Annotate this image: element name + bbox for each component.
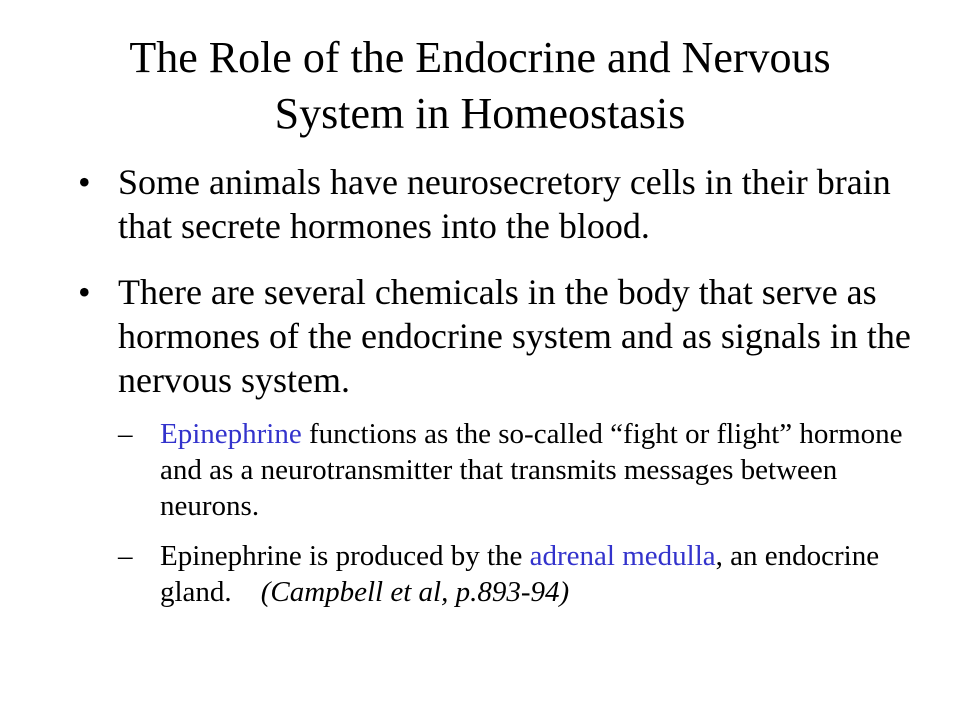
- highlighted-term: adrenal medulla: [529, 540, 716, 572]
- sub-bullet-list: [118, 416, 938, 610]
- bullet-text: There are several chemicals in the body that serve as hormones of the endocrine system and as signals in the nervous system.: [118, 272, 911, 400]
- slide-title: [60, 30, 900, 142]
- slide-title-line-1: The Role of the Endocrine and Nervous: [129, 33, 831, 82]
- bullet-item: [78, 270, 938, 610]
- sub-bullet-item: [118, 538, 938, 610]
- sub-bullet-text: Epinephrine is produced by the: [160, 540, 530, 572]
- sub-bullet-text: functions as the so-called “fight or flight” hormone and as a neurotransmitter that transmits messages between neurons.: [160, 418, 903, 522]
- sub-bullet-marker: –: [118, 540, 133, 572]
- slide-title-line-2: System in Homeostasis: [274, 89, 686, 138]
- bullet-text: Some animals have neurosecretory cells in their brain that secrete hormones into the blood.: [118, 162, 891, 246]
- bullet-item: [78, 160, 938, 248]
- sub-bullet-marker: –: [118, 418, 133, 450]
- bullet-marker: •: [78, 272, 91, 312]
- sub-bullet-item: [118, 416, 938, 524]
- highlighted-term: Epinephrine: [160, 418, 302, 450]
- citation: (Campbell et al, p.893-94): [260, 576, 570, 608]
- bullet-list: [78, 160, 938, 632]
- bullet-marker: •: [78, 162, 91, 202]
- sub-bullet-text: , an endocrine gland.: [160, 540, 880, 608]
